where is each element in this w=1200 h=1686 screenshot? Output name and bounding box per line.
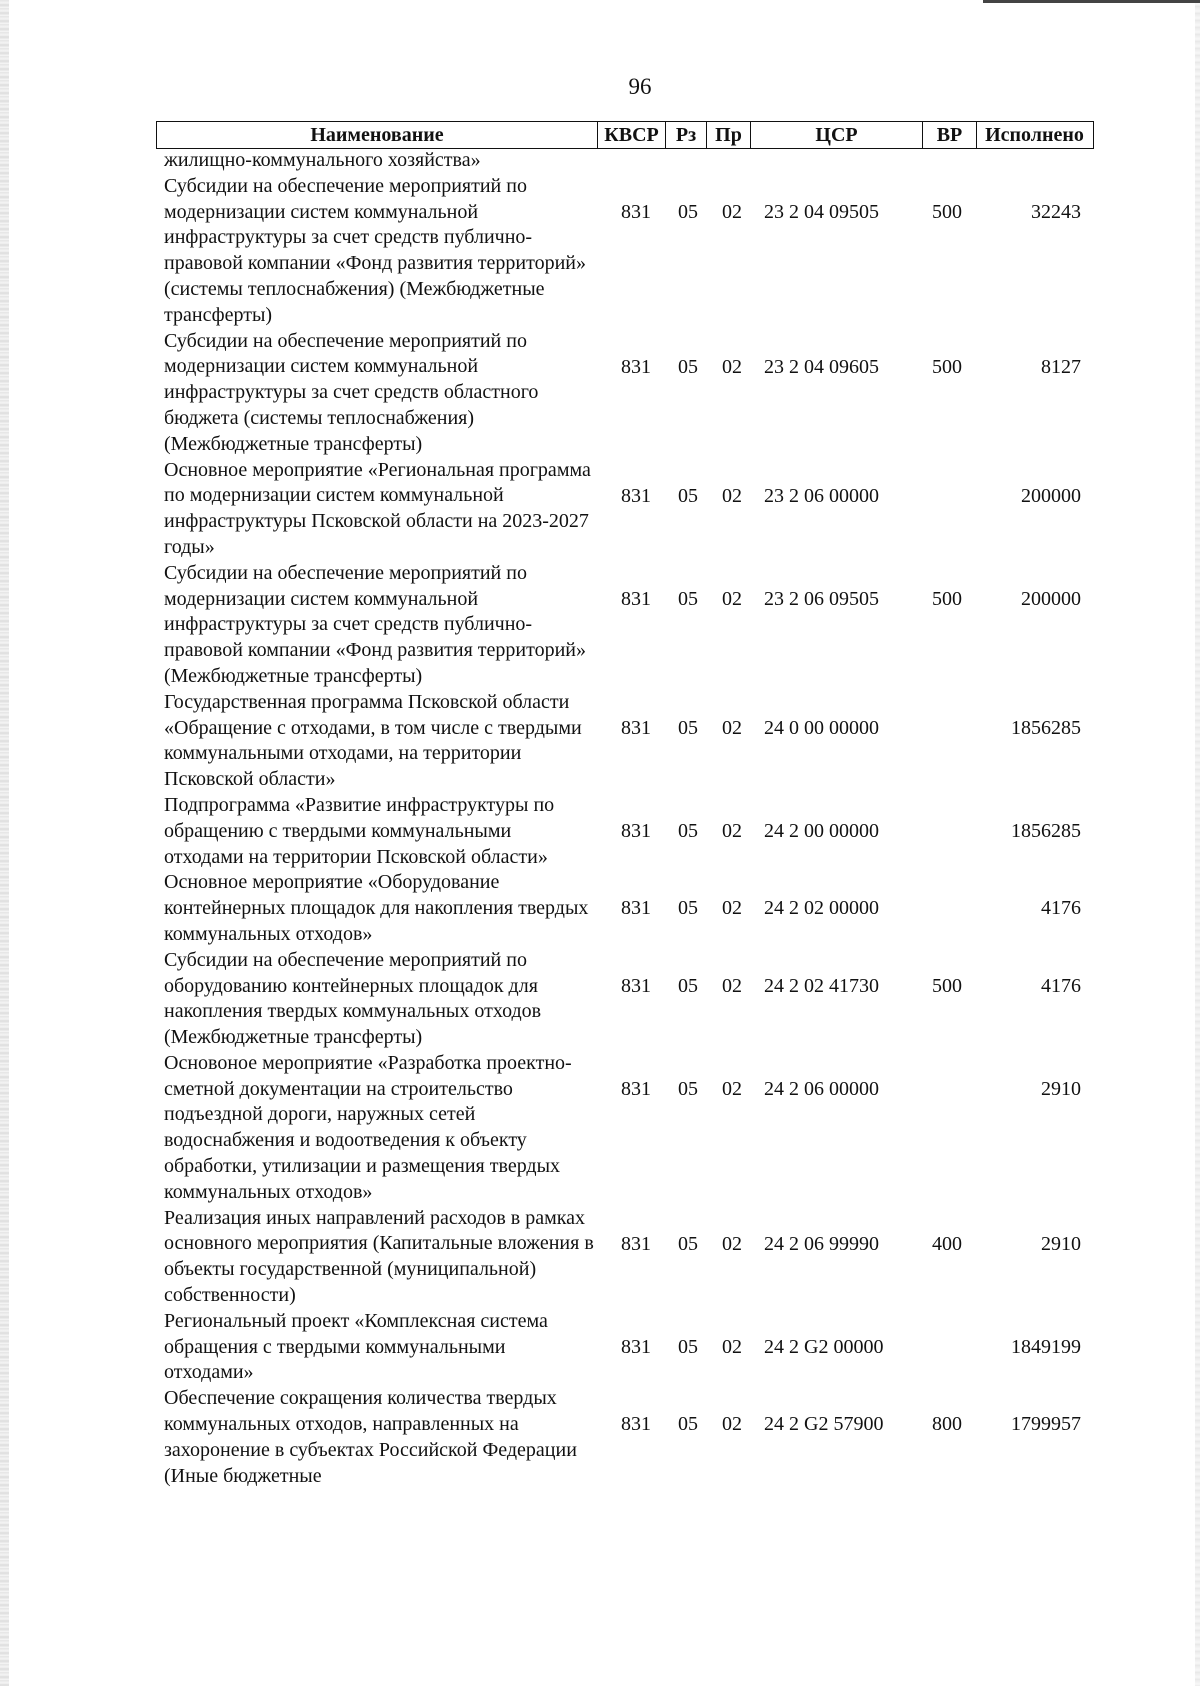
row-vr: 500 xyxy=(932,587,962,610)
row-amount: 4176 xyxy=(1041,897,1081,920)
row-name: Субсидии на обеспечение мероприятий по оборудованию контейнерных площадок для накопления твердых коммунальных отходов (Межбюджетные трансферты) xyxy=(164,948,542,1049)
row-kvsr: 831 xyxy=(621,819,651,842)
row-amount: 4176 xyxy=(1041,974,1081,997)
row-kvsr: 831 xyxy=(621,1413,651,1436)
row-csr: 24 0 00 00000 xyxy=(764,716,879,739)
row-amount: 1856285 xyxy=(1011,716,1081,739)
table-row xyxy=(0,948,1200,1051)
table-row xyxy=(0,1206,1200,1309)
row-pr: 02 xyxy=(722,355,742,378)
header-pr: Пр xyxy=(707,122,751,148)
row-pr: 02 xyxy=(722,1077,742,1100)
row-csr: 23 2 06 00000 xyxy=(764,484,879,507)
row-csr: 24 2 00 00000 xyxy=(764,819,879,842)
row-rz: 05 xyxy=(678,819,698,842)
row-kvsr: 831 xyxy=(621,484,651,507)
table-body xyxy=(0,148,1200,1489)
row-name: Государственная программа Псковской области «Обращение с отходами, в том числе с твердыми коммунальными отходами, на территории Псковской области» xyxy=(164,690,582,791)
row-kvsr: 831 xyxy=(621,587,651,610)
row-name: Основное мероприятие «Оборудование контейнерных площадок для накопления твердых коммунальных отходов» xyxy=(164,871,589,945)
header-vr: ВР xyxy=(923,122,977,148)
row-kvsr: 831 xyxy=(621,355,651,378)
row-pr: 02 xyxy=(722,1413,742,1436)
table-row xyxy=(0,561,1200,690)
row-csr: 24 2 G2 57900 xyxy=(764,1413,884,1436)
row-csr: 24 2 G2 00000 xyxy=(764,1335,884,1358)
row-csr: 23 2 04 09605 xyxy=(764,355,879,378)
header-csr: ЦСР xyxy=(751,122,923,148)
scan-top-line xyxy=(983,0,1200,3)
row-name: Основоное мероприятие «Разработка проектно-сметной документации на строительство подъездной дороги, наружных сетей водоснабжения и водоотведения к объекту обработки, утилизации и размещения твердых коммунальных отходов» xyxy=(164,1051,572,1203)
row-name: Региональный проект «Комплексная система обращения с твердыми коммунальными отходами» xyxy=(164,1309,548,1384)
row-vr: 500 xyxy=(932,355,962,378)
row-name: Основное мероприятие «Региональная программа по модернизации систем коммунальной инфраструктуры Псковской области на 2023-2027 годы» xyxy=(164,458,591,558)
row-amount: 2910 xyxy=(1041,1232,1081,1255)
row-name: Субсидии на обеспечение мероприятий по модернизации систем коммунальной инфраструктуры за счет средств публично-правовой компании «Фонд развития территорий» (Межбюджетные трансферты) xyxy=(164,561,587,687)
row-rz: 05 xyxy=(678,587,698,610)
row-amount: 1849199 xyxy=(1011,1335,1081,1358)
table-row xyxy=(0,690,1200,793)
row-rz: 05 xyxy=(678,484,698,507)
row-kvsr: 831 xyxy=(621,1232,651,1255)
row-rz: 05 xyxy=(678,1335,698,1358)
row-kvsr: 831 xyxy=(621,974,651,997)
row-vr: 500 xyxy=(932,974,962,997)
table-row xyxy=(0,1051,1200,1206)
row-pr: 02 xyxy=(722,1232,742,1255)
row-pr: 02 xyxy=(722,484,742,507)
row-vr: 800 xyxy=(932,1413,962,1436)
row-kvsr: 831 xyxy=(621,1335,651,1358)
row-csr: 24 2 02 41730 xyxy=(764,974,879,997)
row-csr: 24 2 06 00000 xyxy=(764,1077,879,1100)
row-csr: 24 2 02 00000 xyxy=(764,897,879,920)
row-name: Подпрограмма «Развитие инфраструктуры по обращению с твердыми коммунальными отходами на территории Псковской области» xyxy=(164,793,555,868)
row-pr: 02 xyxy=(722,897,742,920)
row-rz: 05 xyxy=(678,1232,698,1255)
row-csr: 23 2 04 09505 xyxy=(764,200,879,223)
row-amount: 1799957 xyxy=(1011,1413,1081,1436)
header-kvsr: КВСР xyxy=(598,122,666,148)
table-row xyxy=(0,329,1200,458)
table-row xyxy=(0,458,1200,561)
table-header xyxy=(156,121,1094,149)
header-amount: Исполнено xyxy=(985,124,1084,146)
row-amount: 8127 xyxy=(1041,355,1081,378)
row-rz: 05 xyxy=(678,1413,698,1436)
row-name: жилищно-коммунального хозяйства» xyxy=(164,149,481,171)
row-name: Реализация иных направлений расходов в рамках основного мероприятия (Капитальные вложения в объекты государственной (муниципальной) собственности) xyxy=(164,1206,594,1307)
row-kvsr: 831 xyxy=(621,200,651,223)
table-row xyxy=(0,870,1200,947)
page-number: 96 xyxy=(628,74,652,99)
row-kvsr: 831 xyxy=(621,897,651,920)
header-rz: Рз xyxy=(666,122,707,148)
table-row xyxy=(0,1386,1200,1489)
row-amount: 200000 xyxy=(1021,587,1081,610)
row-rz: 05 xyxy=(678,355,698,378)
row-rz: 05 xyxy=(678,716,698,739)
header-name: Наименование xyxy=(157,122,598,148)
row-vr: 500 xyxy=(932,200,962,223)
row-kvsr: 831 xyxy=(621,716,651,739)
row-amount: 32243 xyxy=(1031,200,1081,223)
row-name: Субсидии на обеспечение мероприятий по модернизации систем коммунальной инфраструктуры за счет средств публично-правовой компании «Фонд развития территорий» (системы теплоснабжения) (Межбюджетные трансферты) xyxy=(164,174,587,326)
row-vr: 400 xyxy=(932,1232,962,1255)
row-amount: 200000 xyxy=(1021,484,1081,507)
row-amount: 1856285 xyxy=(1011,819,1081,842)
table-row-continuation xyxy=(0,148,1200,174)
row-rz: 05 xyxy=(678,200,698,223)
row-name: Обеспечение сокращения количества твердых коммунальных отходов, направленных на захоронение в субъектах Российской Федерации (Иные бюджетные xyxy=(164,1387,577,1487)
row-pr: 02 xyxy=(722,1335,742,1358)
row-pr: 02 xyxy=(722,200,742,223)
row-rz: 05 xyxy=(678,974,698,997)
row-pr: 02 xyxy=(722,819,742,842)
table-row xyxy=(0,174,1200,329)
row-pr: 02 xyxy=(722,716,742,739)
row-amount: 2910 xyxy=(1041,1077,1081,1100)
row-name: Субсидии на обеспечение мероприятий по модернизации систем коммунальной инфраструктуры за счет средств областного бюджета (системы теплоснабжения) (Межбюджетные трансферты) xyxy=(164,329,539,455)
row-rz: 05 xyxy=(678,897,698,920)
row-pr: 02 xyxy=(722,587,742,610)
row-pr: 02 xyxy=(722,974,742,997)
row-csr: 23 2 06 09505 xyxy=(764,587,879,610)
row-rz: 05 xyxy=(678,1077,698,1100)
table-row xyxy=(0,793,1200,870)
row-csr: 24 2 06 99990 xyxy=(764,1232,879,1255)
table-row xyxy=(0,1309,1200,1386)
row-kvsr: 831 xyxy=(621,1077,651,1100)
